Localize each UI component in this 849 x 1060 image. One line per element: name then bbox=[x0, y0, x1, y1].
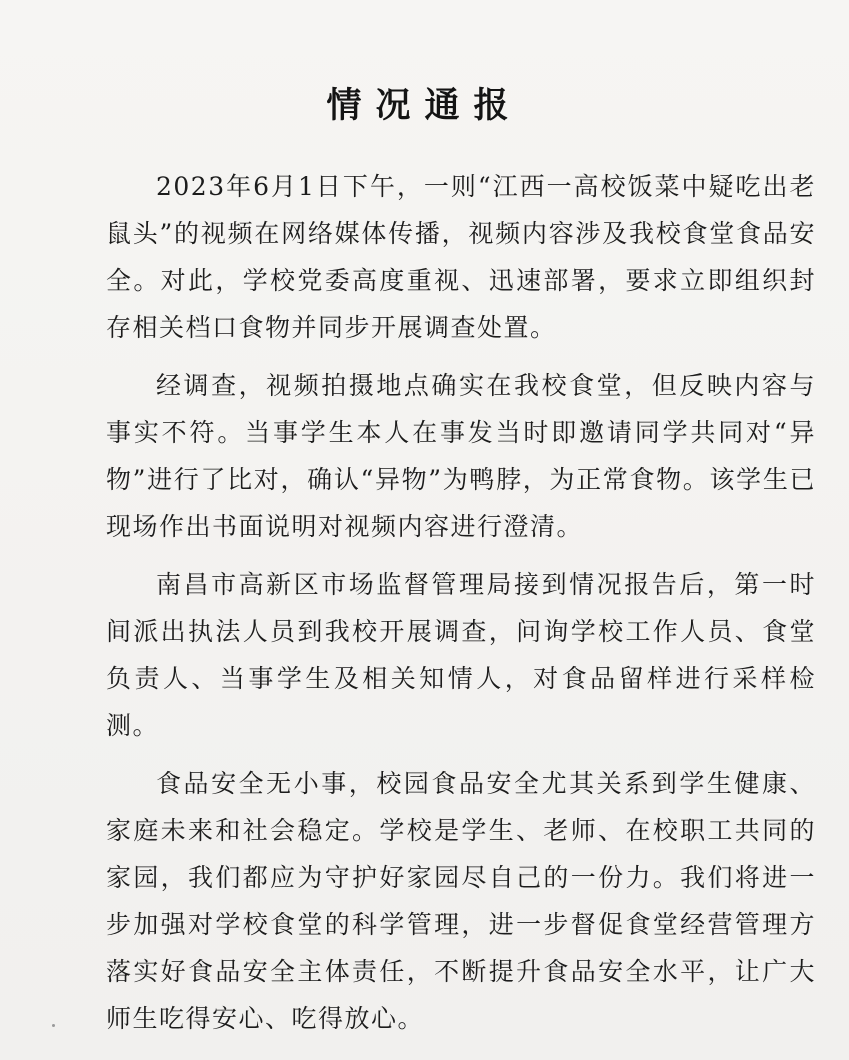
scan-speck bbox=[52, 1024, 55, 1027]
paragraph-4: 食品安全无小事，校园食品安全尤其关系到学生健康、家庭未来和社会稳定。学校是学生、老师、在校职工共同的家园，我们都应为守护好家园尽自己的一份力。我们将进一步加强对学校食堂的科学管理，进一步督促食堂经营管理方落实好食品安全主体责任，不断提升食品安全水平，让广大师生吃得安心、吃得放心。 bbox=[106, 769, 816, 1033]
paragraph-3: 南昌市高新区市场监督管理局接到情况报告后，第一时间派出执法人员到我校开展调查，问询学校工作人员、食堂负责人、当事学生及相关知情人，对食品留样进行采样检测。 bbox=[106, 570, 816, 740]
document-body bbox=[106, 163, 816, 1042]
paragraph-1: 2023年6月1日下午，一则“江西一高校饭菜中疑吃出老鼠头”的视频在网络媒体传播，视频内容涉及我校食堂食品安全。对此，学校党委高度重视、迅速部署，要求立即组织封存相关档口食物并同步开展调查处置。 bbox=[106, 172, 816, 342]
paragraph-2: 经调查，视频拍摄地点确实在我校食堂，但反映内容与事实不符。当事学生本人在事发当时即邀请同学共同对“异物”进行了比对，确认“异物”为鸭脖，为正常食物。该学生已现场作出书面说明对视频内容进行澄清。 bbox=[106, 371, 816, 541]
document-title: 情况通报 bbox=[326, 85, 523, 126]
